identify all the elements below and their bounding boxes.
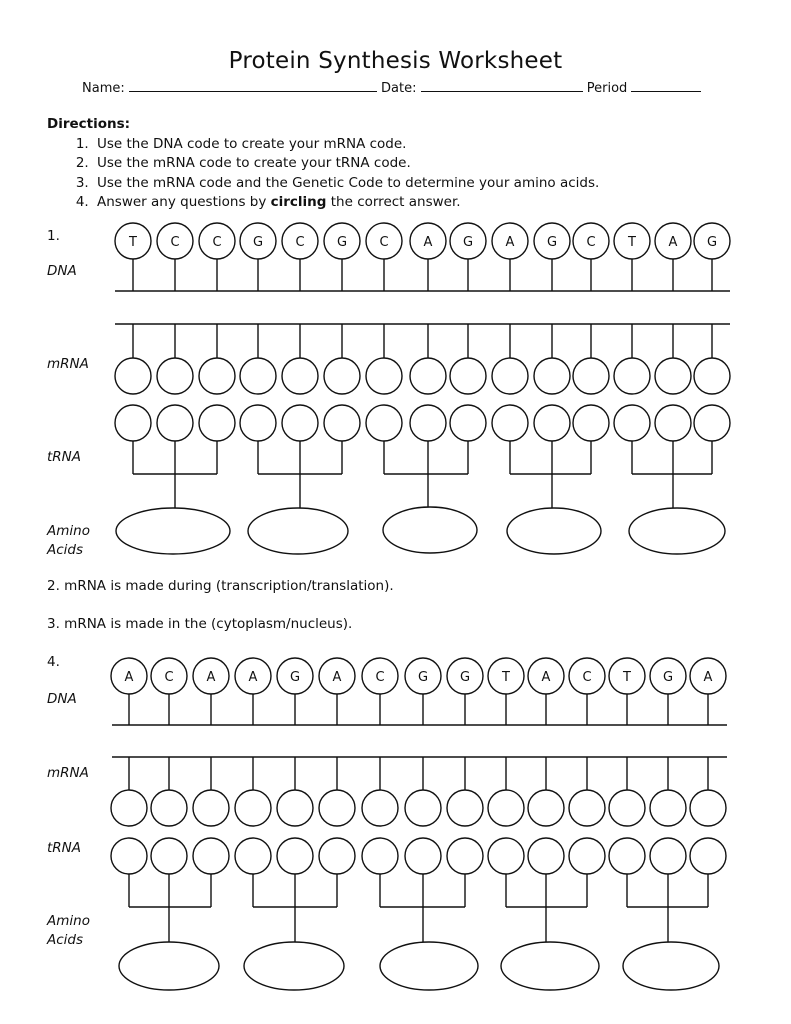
problem-4-dna-base-letter: G [662, 670, 674, 685]
period-label: Period [586, 81, 628, 96]
problem-1-trna-blank-circle[interactable] [157, 405, 193, 441]
problem-1-trna-blank-circle[interactable] [199, 405, 235, 441]
problem-4-trna-blank-circle[interactable] [690, 838, 726, 874]
problem-4-amino-acid-oval[interactable] [244, 942, 344, 990]
problem-4-acids-label: Acids [47, 932, 84, 948]
problem-4-dna-base-letter: A [206, 670, 216, 685]
date-label: Date: [381, 81, 417, 96]
problem-4-trna-blank-circle[interactable] [277, 838, 313, 874]
problem-1-trna-blank-circle[interactable] [534, 405, 570, 441]
problem-4-mrna-blank-circle[interactable] [690, 790, 726, 826]
problem-1-trna-blank-circle[interactable] [115, 405, 151, 441]
worksheet-title: Protein Synthesis Worksheet [228, 48, 563, 74]
problem-1-dna-base-letter: C [170, 235, 180, 250]
problem-1-trna-blank-circle[interactable] [410, 405, 446, 441]
problem-1-dna-label: DNA [47, 263, 77, 279]
question-3[interactable]: 3. mRNA is made in the (cytoplasm/nucleus). [47, 616, 353, 632]
problem-1-dna-base-letter: C [295, 235, 305, 250]
problem-4-mrna-blank-circle[interactable] [528, 790, 564, 826]
problem-4-trna-label: tRNA [47, 840, 82, 856]
problem-4-dna-base-letter: C [582, 670, 592, 685]
problem-1-trna-blank-circle[interactable] [492, 405, 528, 441]
problem-4-mrna-blank-circle[interactable] [609, 790, 645, 826]
problem-4-trna-blank-circle[interactable] [193, 838, 229, 874]
direction-item: 1. Use the DNA code to create your mRNA code. [93, 135, 599, 155]
problem-4-dna-base-letter: C [375, 670, 385, 685]
problem-1-mrna-label: mRNA [47, 356, 89, 372]
problem-4-trna-blank-circle[interactable] [447, 838, 483, 874]
problem-1-dna-base-letter: G [706, 235, 718, 250]
problem-4-trna-blank-circle[interactable] [319, 838, 355, 874]
problem-4-mrna-blank-circle[interactable] [235, 790, 271, 826]
problem-1-trna-blank-circle[interactable] [614, 405, 650, 441]
problem-4-trna-blank-circle[interactable] [362, 838, 398, 874]
problem-1-mrna-blank-circle[interactable] [366, 358, 402, 394]
problem-4-mrna-label: mRNA [47, 765, 89, 781]
direction-item: 2. Use the mRNA code to create your tRNA code. [93, 154, 599, 174]
problem-4-mrna-blank-circle[interactable] [488, 790, 524, 826]
problem-1-amino-acid-oval[interactable] [383, 507, 477, 553]
problem-4-dna-base-letter: G [417, 670, 429, 685]
problem-1-trna-label: tRNA [47, 449, 82, 465]
problem-4-mrna-blank-circle[interactable] [193, 790, 229, 826]
question-2[interactable]: 2. mRNA is made during (transcription/translation). [47, 578, 394, 594]
problem-1-dna-base-letter: A [423, 235, 433, 250]
problem-4-trna-blank-circle[interactable] [111, 838, 147, 874]
problem-1-mrna-blank-circle[interactable] [199, 358, 235, 394]
problem-4-dna-base-letter: G [459, 670, 471, 685]
problem-1-mrna-blank-circle[interactable] [410, 358, 446, 394]
problem-4-dna-label: DNA [47, 691, 77, 707]
problem-4-dna-base-letter: A [248, 670, 258, 685]
problem-1-number: 1. [47, 228, 60, 244]
problem-1-acids-label: Acids [47, 542, 84, 558]
problem-1-mrna-blank-circle[interactable] [240, 358, 276, 394]
problem-1-dna-base-letter: C [586, 235, 596, 250]
problem-4-mrna-blank-circle[interactable] [447, 790, 483, 826]
problem-1-trna-blank-circle[interactable] [282, 405, 318, 441]
problem-4-mrna-blank-circle[interactable] [650, 790, 686, 826]
problem-1-dna-base-letter: A [505, 235, 515, 250]
problem-4-trna-blank-circle[interactable] [488, 838, 524, 874]
problem-1-mrna-blank-circle[interactable] [614, 358, 650, 394]
problem-1-amino-label: Amino [47, 523, 90, 539]
problem-4-dna-base-letter: T [623, 670, 631, 685]
problem-4-dna-base-letter: C [164, 670, 174, 685]
problem-1-mrna-blank-circle[interactable] [157, 358, 193, 394]
problem-1-amino-acid-oval[interactable] [629, 508, 725, 554]
problem-1-mrna-blank-circle[interactable] [694, 358, 730, 394]
problem-4-amino-acid-oval[interactable] [501, 942, 599, 990]
problem-4-trna-blank-circle[interactable] [650, 838, 686, 874]
problem-4-amino-acid-oval[interactable] [119, 942, 219, 990]
problem-4-amino-acid-oval[interactable] [380, 942, 478, 990]
problem-1-mrna-blank-circle[interactable] [534, 358, 570, 394]
problem-1-mrna-blank-circle[interactable] [282, 358, 318, 394]
circling-emphasis: circling [270, 194, 327, 210]
problem-4-dna-base-letter: A [703, 670, 713, 685]
problem-1-mrna-blank-circle[interactable] [450, 358, 486, 394]
problem-4-dna-base-letter: T [502, 670, 510, 685]
problem-1-trna-blank-circle[interactable] [655, 405, 691, 441]
problem-1-amino-acid-oval[interactable] [507, 508, 601, 554]
problem-4-dna-base-letter: A [541, 670, 551, 685]
problem-1-trna-blank-circle[interactable] [324, 405, 360, 441]
problem-1-dna-base-letter: C [379, 235, 389, 250]
problem-4-amino-label: Amino [47, 913, 90, 929]
problem-4-trna-blank-circle[interactable] [609, 838, 645, 874]
problem-1-trna-blank-circle[interactable] [450, 405, 486, 441]
problem-4-trna-blank-circle[interactable] [405, 838, 441, 874]
direction-item: 4. Answer any questions by circling the correct answer. [93, 193, 599, 213]
problem-4-dna-base-letter: G [289, 670, 301, 685]
problem-4-trna-blank-circle[interactable] [235, 838, 271, 874]
problem-1-dna-base-letter: G [336, 235, 348, 250]
problem-4-trna-blank-circle[interactable] [569, 838, 605, 874]
problem-1-dna-base-letter: T [628, 235, 636, 250]
problem-4-mrna-blank-circle[interactable] [362, 790, 398, 826]
problem-4-mrna-blank-circle[interactable] [277, 790, 313, 826]
problem-4-mrna-blank-circle[interactable] [151, 790, 187, 826]
problem-1-dna-base-letter: G [252, 235, 264, 250]
problem-4-mrna-blank-circle[interactable] [569, 790, 605, 826]
problem-4-dna-base-letter: A [124, 670, 134, 685]
name-label: Name: [82, 81, 125, 96]
problem-1-dna-base-letter: A [668, 235, 678, 250]
problem-4-number: 4. [47, 654, 60, 670]
problem-1-amino-acid-oval[interactable] [116, 508, 230, 554]
problem-1-trna-blank-circle[interactable] [573, 405, 609, 441]
problem-1-dna-base-letter: C [212, 235, 222, 250]
problem-1-mrna-blank-circle[interactable] [492, 358, 528, 394]
problem-1-trna-blank-circle[interactable] [366, 405, 402, 441]
problem-4-mrna-blank-circle[interactable] [319, 790, 355, 826]
problem-1-dna-base-letter: T [129, 235, 137, 250]
problem-1-dna-base-letter: G [462, 235, 474, 250]
problem-1-mrna-blank-circle[interactable] [324, 358, 360, 394]
problem-4-amino-acid-oval[interactable] [623, 942, 719, 990]
problem-4-trna-blank-circle[interactable] [528, 838, 564, 874]
problem-1-mrna-blank-circle[interactable] [655, 358, 691, 394]
problem-1-trna-blank-circle[interactable] [240, 405, 276, 441]
problem-1-amino-acid-oval[interactable] [248, 508, 348, 554]
problem-4-mrna-blank-circle[interactable] [111, 790, 147, 826]
problem-4-dna-base-letter: A [332, 670, 342, 685]
problem-1-mrna-blank-circle[interactable] [573, 358, 609, 394]
problem-1-trna-blank-circle[interactable] [694, 405, 730, 441]
problem-1-mrna-blank-circle[interactable] [115, 358, 151, 394]
problem-4-mrna-blank-circle[interactable] [405, 790, 441, 826]
problem-4-trna-blank-circle[interactable] [151, 838, 187, 874]
direction-item: 3. Use the mRNA code and the Genetic Code to determine your amino acids. [93, 174, 599, 194]
directions-heading: Directions: [47, 116, 131, 132]
problem-1-dna-base-letter: G [546, 235, 558, 250]
